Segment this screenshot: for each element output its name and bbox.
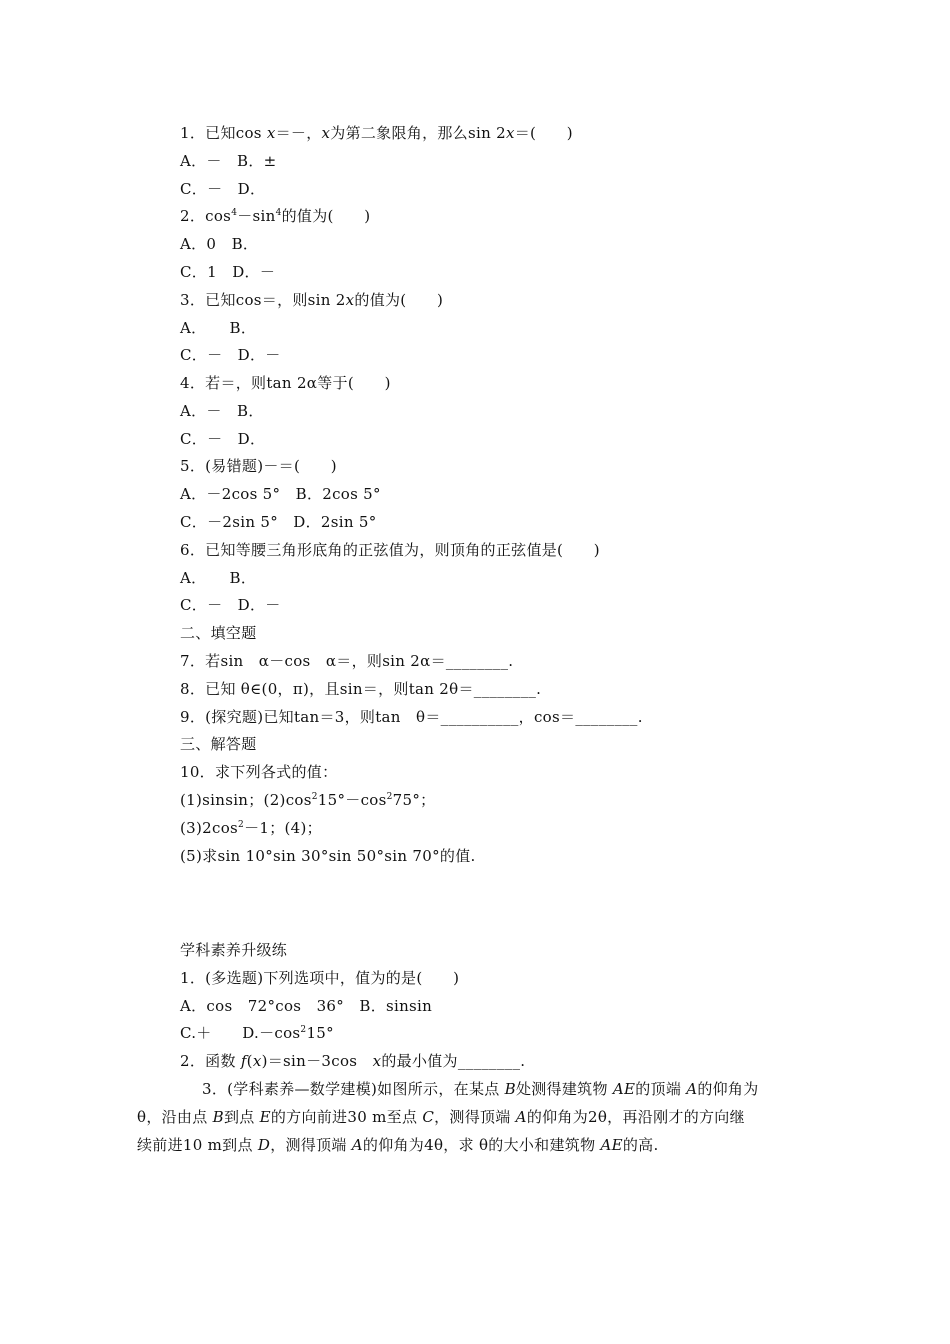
text-run: 的值为( ) [281, 207, 371, 225]
text-run: ＝( ) [514, 124, 573, 142]
question-6 [180, 540, 600, 560]
text-run: 15° [306, 1024, 334, 1042]
text-run: 的顶端 [635, 1080, 687, 1098]
question-3 [180, 290, 443, 310]
superscript: 2 [238, 820, 245, 830]
text-run: 3．(学科素养—数学建模)如图所示，在某点 [202, 1080, 505, 1098]
question-5 [180, 456, 337, 476]
text-run: (5)求sin 10°sin 30°sin 50°sin 70°的值. [180, 847, 476, 865]
upgrade-question-3-line-2 [137, 1107, 745, 1127]
text-run: 三、解答题 [180, 735, 257, 753]
text-run: 续前进10 m到点 [137, 1136, 258, 1154]
text-run: 5．(易错题)－＝( ) [180, 457, 337, 475]
text-run: 的仰角为 [697, 1080, 759, 1098]
text-run: C.＋ D.－cos [180, 1024, 301, 1042]
math-variable: AE [612, 1080, 636, 1098]
text-run: C．－ D． [180, 180, 266, 198]
text-run: C．－ D． [180, 430, 266, 448]
text-run: 8．已知 θ∈(0，π)，且sin＝，则tan 2θ＝________. [180, 680, 542, 698]
upgrade-question-2 [180, 1051, 525, 1071]
question-6-options-cd [180, 595, 281, 615]
question-3-options-cd [180, 345, 281, 365]
text-run: 的方向前进30 m至点 [270, 1108, 423, 1126]
question-7 [180, 651, 513, 671]
text-run: 6．已知等腰三角形底角的正弦值为，则顶角的正弦值是( ) [180, 541, 600, 559]
text-run: 2．cos [180, 207, 232, 225]
question-1-options-ab [180, 151, 277, 171]
math-variable: x [345, 291, 355, 309]
text-run: 1．(多选题)下列选项中，值为的是( ) [180, 969, 460, 987]
math-variable: x [321, 124, 331, 142]
question-5-options-ab [180, 484, 381, 504]
question-10-part-1-2 [180, 790, 435, 810]
text-run: 处测得建筑物 [515, 1080, 613, 1098]
text-run: 二、填空题 [180, 624, 257, 642]
math-variable: A [686, 1080, 698, 1098]
text-run: 的仰角为4θ，求 θ的大小和建筑物 [362, 1136, 601, 1154]
math-variable: A [351, 1136, 363, 1154]
text-run: 7．若sin α－cos α＝，则sin 2α＝________. [180, 652, 514, 670]
text-run: A．－2cos 5° B．2cos 5° [180, 485, 381, 503]
math-variable: B [504, 1080, 516, 1098]
math-variable: C [422, 1108, 435, 1126]
text-run: (1)sinsin；(2)cos [180, 791, 312, 809]
text-run: 的值为( ) [354, 291, 444, 309]
text-run: C．－ D．－ [180, 596, 281, 614]
text-run: 10．求下列各式的值： [180, 763, 338, 781]
text-run: C．－2sin 5° D．2sin 5° [180, 513, 377, 531]
superscript: 2 [386, 792, 393, 802]
text-run: (3)2cos [180, 819, 239, 837]
text-run: ( [246, 1052, 253, 1070]
question-2-options-cd [180, 262, 275, 282]
text-run: 的仰角为2θ，再沿刚才的方向继 [526, 1108, 745, 1126]
text-run: －1；(4)； [244, 819, 322, 837]
superscript: 2 [311, 792, 318, 802]
math-variable: AE [600, 1136, 623, 1154]
question-9 [180, 707, 643, 727]
math-variable: E [259, 1108, 271, 1126]
section-heading-fill-in [180, 623, 257, 643]
math-variable: x [266, 124, 276, 142]
upgrade-question-1 [180, 968, 459, 988]
superscript: 4 [231, 208, 238, 218]
question-1-options-cd [180, 179, 265, 199]
question-4 [180, 373, 391, 393]
text-run: θ，沿由点 [137, 1108, 213, 1126]
text-run: 4．若＝，则tan 2α等于( ) [180, 374, 391, 392]
math-variable: x [252, 1052, 262, 1070]
question-4-options-ab [180, 401, 264, 421]
math-variable: x [372, 1052, 382, 1070]
question-1 [180, 123, 573, 143]
question-4-options-cd [180, 429, 265, 449]
text-run: 1．已知cos [180, 124, 267, 142]
text-run: 为第二象限角，那么sin 2 [330, 124, 506, 142]
upgrade-question-1-options-ab [180, 996, 432, 1016]
math-variable: x [505, 124, 515, 142]
upgrade-section-title [180, 940, 287, 960]
section-heading-solve [180, 734, 257, 754]
upgrade-question-1-options-cd [180, 1023, 334, 1043]
text-run: A． B． [180, 319, 257, 337]
superscript: 4 [275, 208, 282, 218]
question-10-part-5 [180, 846, 476, 866]
text-run: 学科素养升级练 [180, 941, 288, 959]
upgrade-question-3-line-3 [137, 1135, 659, 1155]
text-run: C．－ D．－ [180, 346, 281, 364]
text-run: A．－ B．± [180, 152, 277, 170]
math-variable: A [515, 1108, 527, 1126]
question-2 [180, 206, 370, 226]
question-10-part-3-4 [180, 818, 322, 838]
text-run: ＝－， [275, 124, 322, 142]
text-run: 的高. [622, 1136, 659, 1154]
question-8 [180, 679, 541, 699]
text-run: A．cos 72°cos 36° B．sinsin [180, 997, 433, 1015]
math-variable: B [212, 1108, 224, 1126]
text-run: ，测得顶端 [270, 1136, 352, 1154]
text-run: ，测得顶端 [434, 1108, 516, 1126]
question-3-options-ab [180, 318, 256, 338]
superscript: 2 [300, 1025, 307, 1035]
question-6-options-ab [180, 568, 256, 588]
text-run: 3．已知cos＝，则sin 2 [180, 291, 346, 309]
question-2-options-ab [180, 234, 258, 254]
text-run: 15°－cos [317, 791, 387, 809]
text-run: A．0 B． [180, 235, 259, 253]
text-run: C．1 D．－ [180, 263, 276, 281]
text-run: A．－ B． [180, 402, 264, 420]
question-5-options-cd [180, 512, 377, 532]
text-run: )＝sin－3cos [261, 1052, 373, 1070]
text-run: A． B． [180, 569, 257, 587]
math-variable: f [240, 1052, 247, 1070]
text-run: 到点 [223, 1108, 260, 1126]
text-run: 2．函数 [180, 1052, 241, 1070]
text-run: 9．(探究题)已知tan＝3，则tan θ＝__________，cos＝________. [180, 708, 643, 726]
text-run: 75°； [392, 791, 436, 809]
upgrade-question-3-line-1 [202, 1079, 759, 1099]
question-10 [180, 762, 337, 782]
text-run: －sin [237, 207, 276, 225]
text-run: 的最小值为________. [381, 1052, 526, 1070]
math-variable: D [257, 1136, 271, 1154]
